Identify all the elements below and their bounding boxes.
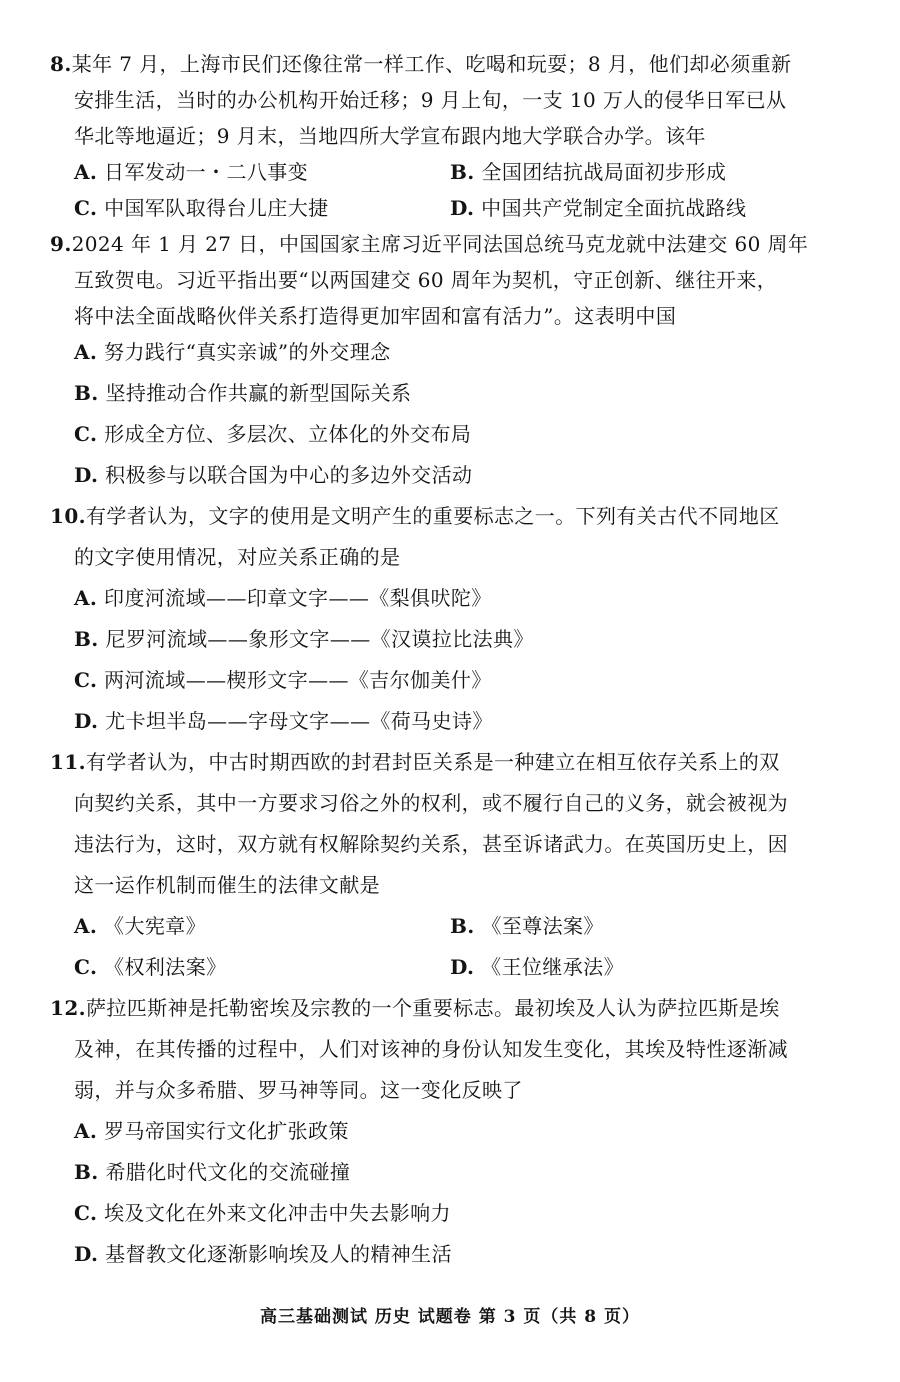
option-a: A. 《大宪章》 [74,914,207,938]
question-stem-line: 9.2024 年 1 月 27 日，中国国家主席习近平同法国总统马克龙就中法建交 60 周年 [50,232,809,256]
option-b: B. 坚持推动合作共赢的新型国际关系 [74,381,412,405]
page-footer: 高三基础测试 历史 试题卷 第 3 页（共 8 页） [259,1307,641,1327]
option-d: D. 中国共产党制定全面抗战路线 [450,196,747,220]
question-stem-line: 弱，并与众多希腊、罗马神等同。这一变化反映了 [74,1078,523,1102]
option-c: C. 中国军队取得台儿庄大捷 [74,196,329,220]
question-stem-line: 将中法全面战略伙伴关系打造得更加牢固和富有活力”。这表明中国 [74,304,677,328]
option-c: C. 形成全方位、多层次、立体化的外交布局 [74,422,472,446]
question-number: 11. [50,750,86,774]
option-a: A. 印度河流域——印章文字——《梨俱吠陀》 [74,586,492,610]
question-stem-line: 华北等地逼近；9 月末，当地四所大学宣布跟内地大学联合办学。该年 [74,124,706,148]
option-c: C. 《权利法案》 [74,955,227,979]
question-stem-line: 向契约关系，其中一方要求习俗之外的权利，或不履行自己的义务，就会被视为 [74,791,788,815]
option-a: A. 努力践行“真实亲诚”的外交理念 [74,340,391,364]
question-stem-line: 的文字使用情况，对应关系正确的是 [74,545,401,569]
option-b: B. 全国团结抗战局面初步形成 [450,160,727,184]
question-number: 8. [50,52,72,76]
question-number: 9. [50,232,72,256]
option-a: A. 日军发动一・二八事变 [74,160,309,184]
question-stem-line: 这一运作机制而催生的法律文献是 [74,873,380,897]
question-stem-line: 互致贺电。习近平指出要“以两国建交 60 周年为契机，守正创新、继往开来， [74,268,778,292]
question-stem-line: 10.有学者认为，文字的使用是文明产生的重要标志之一。下列有关古代不同地区 [50,504,780,528]
option-a: A. 罗马帝国实行文化扩张政策 [74,1119,349,1143]
question-stem-line: 12.萨拉匹斯神是托勒密埃及宗教的一个重要标志。最初埃及人认为萨拉匹斯是埃 [50,996,780,1020]
option-c: C. 埃及文化在外来文化冲击中失去影响力 [74,1201,451,1225]
question-stem-line: 违法行为，这时，双方就有权解除契约关系，甚至诉诸武力。在英国历史上，因 [74,832,788,856]
option-d: D. 积极参与以联合国为中心的多边外交活动 [74,463,473,487]
question-stem-line: 11.有学者认为，中古时期西欧的封君封臣关系是一种建立在相互依存关系上的双 [50,750,780,774]
question-number: 12. [50,996,86,1020]
option-d: D. 《王位继承法》 [450,955,624,979]
option-b: B. 《至尊法案》 [450,914,604,938]
question-stem-line: 8.某年 7 月，上海市民们还像往常一样工作、吃喝和玩耍；8 月，他们却必须重新 [50,52,792,76]
question-number: 10. [50,504,86,528]
option-d: D. 尤卡坦半岛——字母文字——《荷马史诗》 [74,709,493,733]
option-d: D. 基督教文化逐渐影响埃及人的精神生活 [74,1242,452,1266]
question-stem-line: 安排生活，当时的办公机构开始迁移；9 月上旬，一支 10 万人的侵华日军已从 [74,88,787,112]
question-stem-line: 及神，在其传播的过程中，人们对该神的身份认知发生变化，其埃及特性逐渐减 [74,1037,788,1061]
option-b: B. 希腊化时代文化的交流碰撞 [74,1160,351,1184]
option-c: C. 两河流域——楔形文字——《吉尔伽美什》 [74,668,492,692]
option-b: B. 尼罗河流域——象形文字——《汉谟拉比法典》 [74,627,534,651]
